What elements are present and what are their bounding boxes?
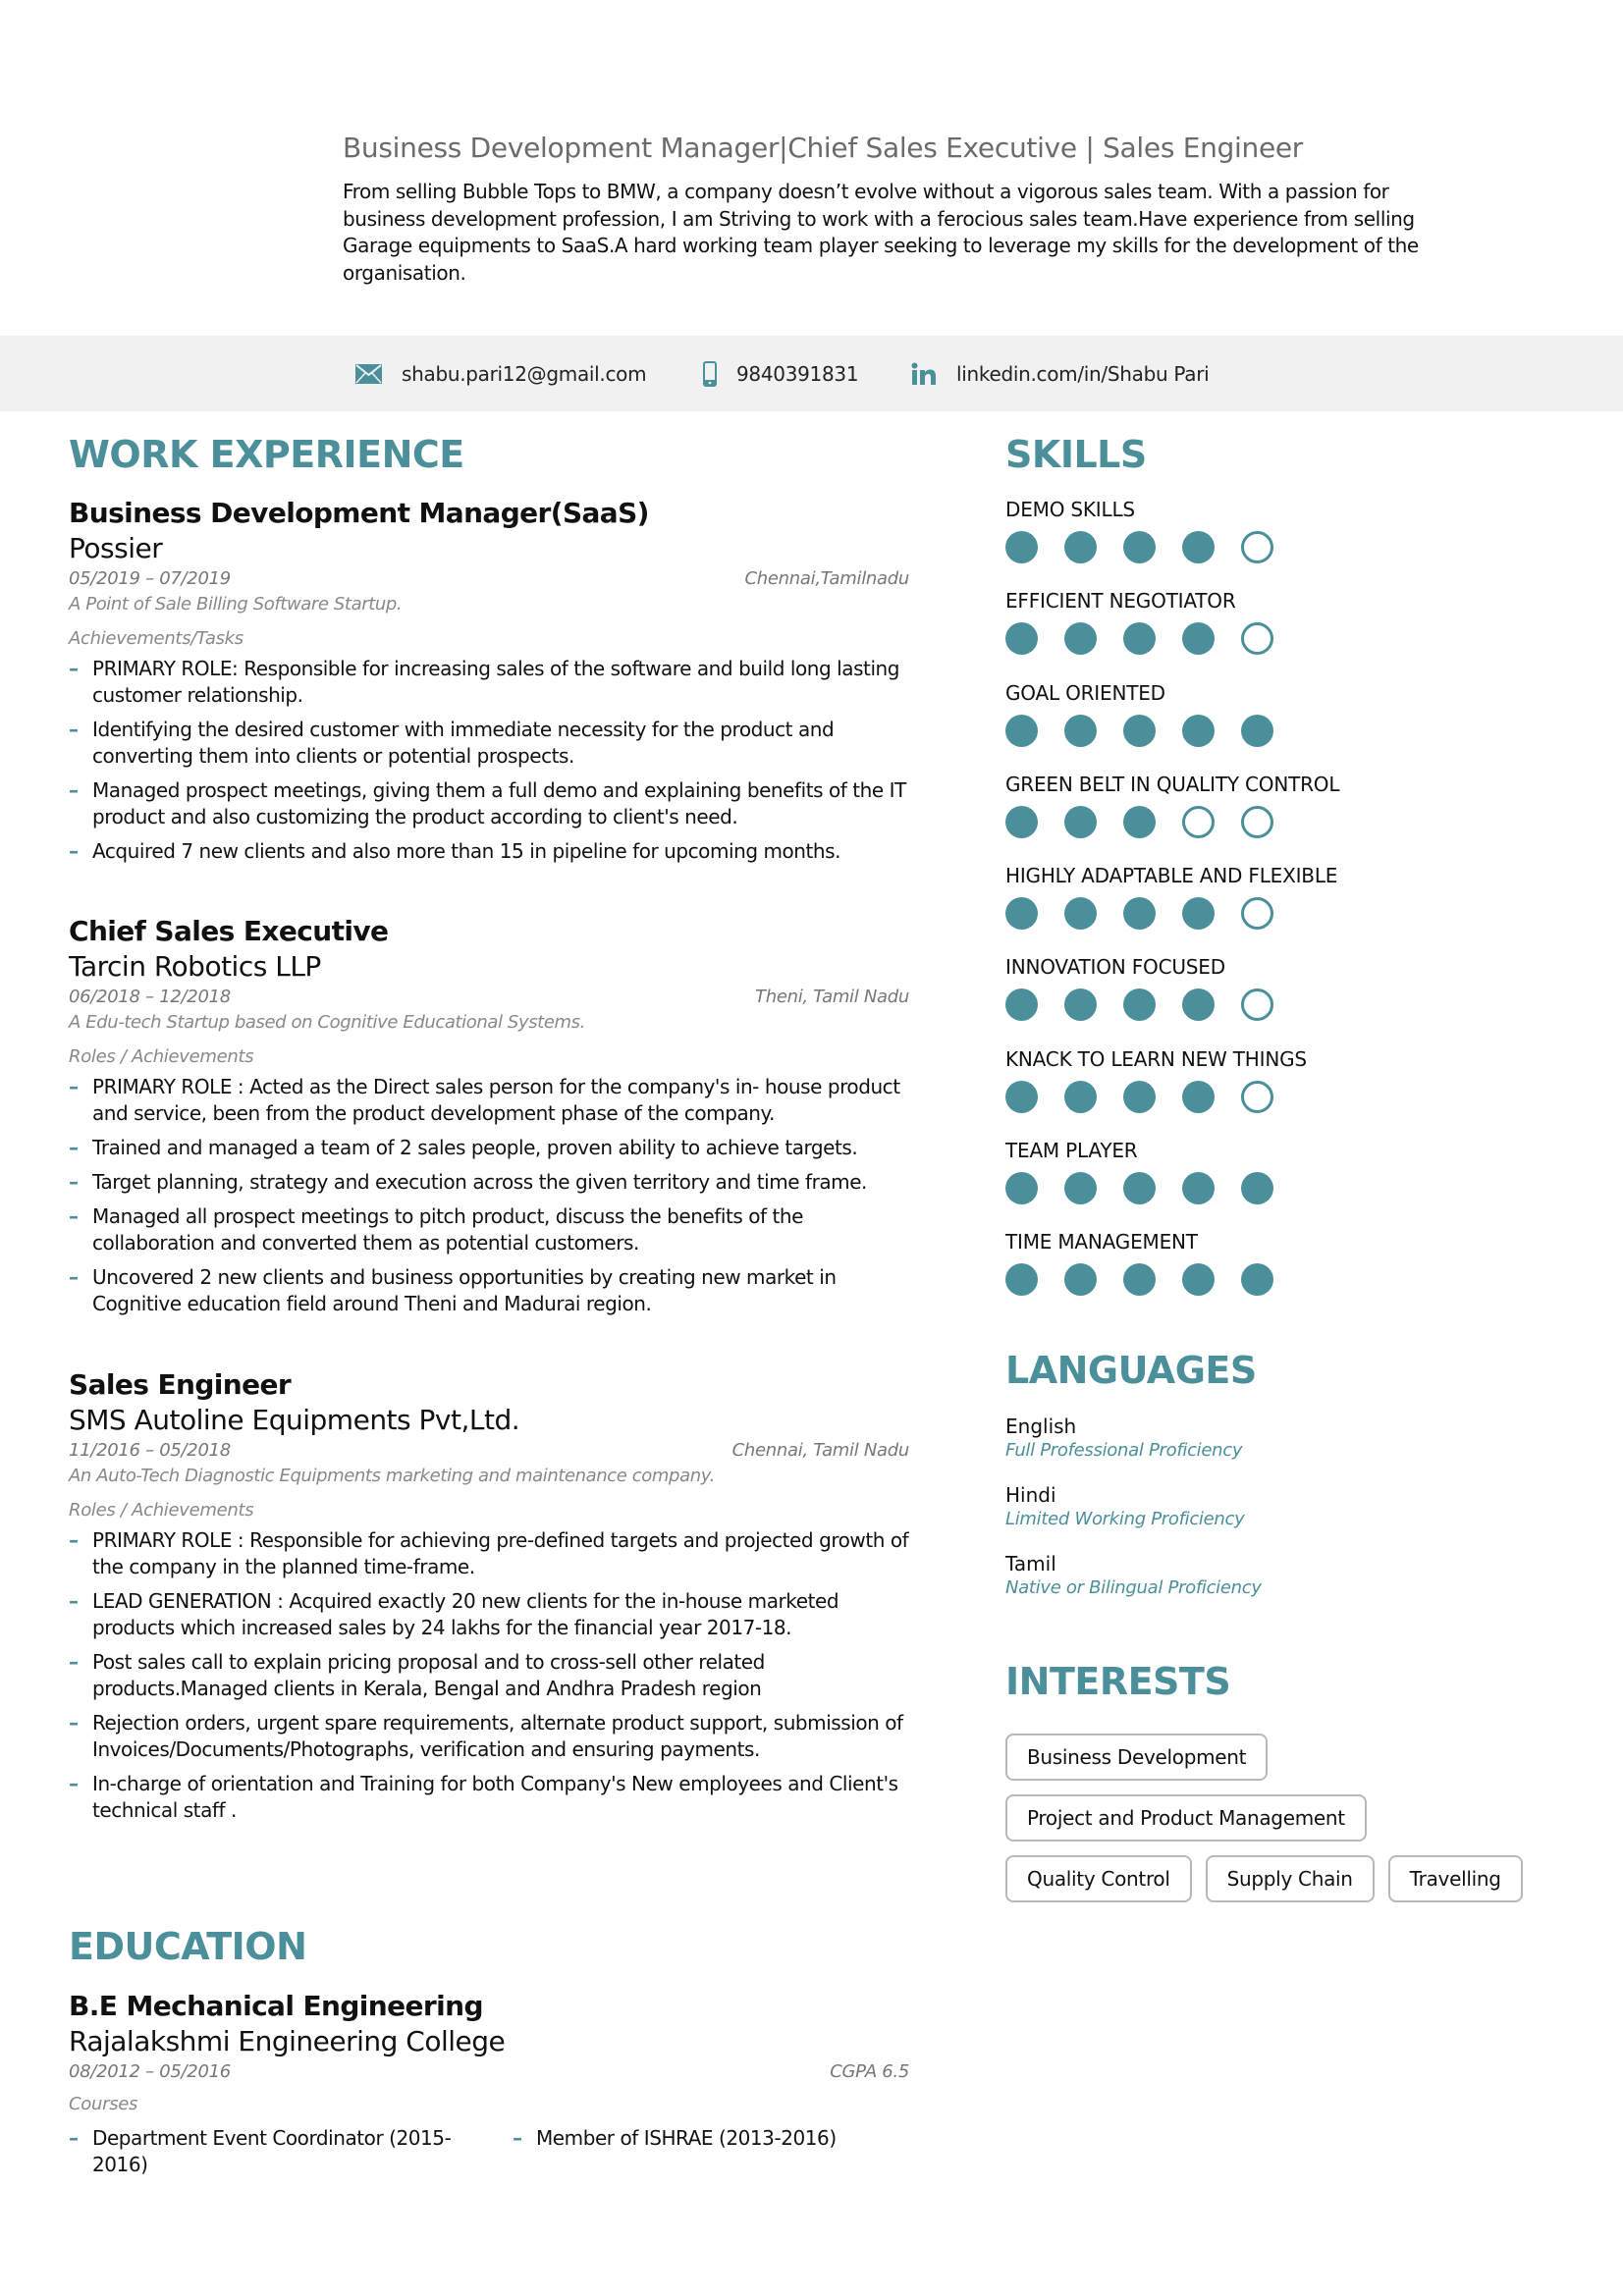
filled-dot-icon (1123, 988, 1156, 1021)
dash-bullet-icon: – (513, 2126, 522, 2150)
email-text: shabu.pari12@gmail.com (402, 361, 647, 386)
dash-bullet-icon: – (69, 1711, 79, 1735)
dash-bullet-icon: – (69, 1528, 79, 1552)
skills-list (1005, 497, 1575, 1321)
job-title: Business Development Manager(SaaS) (69, 497, 649, 529)
language-name: Tamil (1005, 1552, 1056, 1575)
filled-dot-icon (1123, 715, 1156, 747)
list-item (69, 1264, 909, 1317)
job-title: Chief Sales Executive (69, 915, 389, 947)
envelope-icon (355, 364, 382, 384)
course-column (69, 2125, 491, 2186)
filled-dot-icon (1182, 897, 1215, 930)
job-location: Chennai, Tamil Nadu (731, 1440, 909, 1461)
task-list (69, 1074, 909, 1317)
job-dates: 05/2019 – 07/2019 (69, 568, 231, 589)
skill-item (1005, 680, 1575, 772)
job-meta (69, 987, 909, 1011)
list-item (69, 838, 909, 865)
filled-dot-icon (1005, 1172, 1038, 1204)
skill-name: KNACK TO LEARN NEW THINGS (1005, 1046, 1307, 1071)
company-description: A Edu-tech Startup based on Cognitive Educational Systems. (69, 1012, 585, 1033)
filled-dot-icon (1064, 1081, 1097, 1113)
filled-dot-icon (1123, 1263, 1156, 1296)
company-name: Possier (69, 532, 163, 564)
filled-dot-icon (1064, 622, 1097, 655)
skill-item (1005, 863, 1575, 954)
filled-dot-icon (1064, 715, 1097, 747)
filled-dot-icon (1241, 1172, 1273, 1204)
dash-bullet-icon: – (69, 1136, 79, 1159)
filled-dot-icon (1182, 715, 1215, 747)
skill-name: TEAM PLAYER (1005, 1139, 1138, 1163)
interest-chip: Supply Chain (1206, 1855, 1375, 1902)
filled-dot-icon (1182, 622, 1215, 655)
list-item-text: Department Event Coordinator (2015-2016) (92, 2126, 452, 2176)
list-item (69, 717, 909, 770)
filled-dot-icon (1005, 988, 1038, 1021)
job-meta (69, 1440, 909, 1465)
phone-text: 9840391831 (736, 361, 859, 386)
languages-list (1005, 1414, 1575, 1600)
filled-dot-icon (1123, 1172, 1156, 1204)
language-item (1005, 1551, 1575, 1600)
filled-dot-icon (1182, 1263, 1215, 1296)
skill-name: EFFICIENT NEGOTIATOR (1005, 589, 1236, 614)
filled-dot-icon (1241, 1263, 1273, 1296)
contact-linkedin[interactable] (911, 336, 1209, 411)
list-item-text: Trained and managed a team of 2 sales people, proven ability to achieve targets. (92, 1136, 858, 1159)
skill-name: GOAL ORIENTED (1005, 680, 1165, 705)
job-title: Sales Engineer (69, 1368, 292, 1401)
interest-chips (1005, 1734, 1575, 1916)
dash-bullet-icon: – (69, 778, 79, 802)
empty-dot-icon (1241, 897, 1273, 930)
dash-bullet-icon: – (69, 1589, 79, 1613)
list-item (513, 2125, 909, 2152)
filled-dot-icon (1064, 897, 1097, 930)
filled-dot-icon (1123, 1081, 1156, 1113)
filled-dot-icon (1182, 1081, 1215, 1113)
filled-dot-icon (1005, 1263, 1038, 1296)
education-dates: 08/2012 – 05/2016 (69, 2061, 231, 2082)
filled-dot-icon (1182, 531, 1215, 563)
list-item-text: Acquired 7 new clients and also more than 15 in pipeline for upcoming months. (92, 839, 841, 863)
skill-item (1005, 1229, 1575, 1320)
interests-heading: INTERESTS (1005, 1660, 1231, 1703)
job-dates: 11/2016 – 05/2018 (69, 1440, 231, 1461)
contact-phone[interactable] (703, 336, 858, 411)
list-item (69, 1169, 909, 1196)
list-item-text: Managed all prospect meetings to pitch product, discuss the benefits of the collaboration and converted them as potential customers. (92, 1204, 804, 1255)
empty-dot-icon (1241, 622, 1273, 655)
filled-dot-icon (1064, 988, 1097, 1021)
education-meta (69, 2061, 909, 2086)
job-dates: 06/2018 – 12/2018 (69, 987, 231, 1007)
degree: B.E Mechanical Engineering (69, 1990, 483, 2022)
skill-rating (1005, 1263, 1575, 1296)
job-location: Chennai,Tamilnadu (744, 568, 909, 589)
job-entry (69, 914, 909, 1325)
mobile-phone-icon (703, 361, 717, 387)
list-item-text: Managed prospect meetings, giving them a full demo and explaining benefits of the IT product and also customizing the product according to client's need. (92, 778, 906, 828)
company-description: A Point of Sale Billing Software Startup. (69, 594, 403, 614)
courses-label: Courses (69, 2094, 138, 2114)
skill-rating (1005, 622, 1575, 655)
empty-dot-icon (1241, 531, 1273, 563)
job-location: Theni, Tamil Nadu (755, 987, 909, 1007)
tasks-label: Roles / Achievements (69, 1500, 254, 1521)
education-grade: CGPA 6.5 (830, 2061, 909, 2082)
dash-bullet-icon: – (69, 1204, 79, 1228)
list-item (69, 1135, 909, 1161)
list-item (69, 656, 909, 709)
dash-bullet-icon: – (69, 657, 79, 680)
skill-name: INNOVATION FOCUSED (1005, 955, 1225, 980)
list-item (69, 1074, 909, 1127)
task-list (69, 656, 909, 865)
skill-item (1005, 772, 1575, 863)
headline: Business Development Manager|Chief Sales Executive | Sales Engineer (343, 132, 1304, 164)
dash-bullet-icon: – (69, 1075, 79, 1098)
interest-chip: Travelling (1388, 1855, 1523, 1902)
list-item (69, 1527, 909, 1580)
language-item (1005, 1482, 1575, 1531)
list-item (69, 1710, 909, 1763)
interest-chip: Business Development (1005, 1734, 1268, 1781)
contact-email[interactable] (355, 336, 646, 411)
language-proficiency: Native or Bilingual Proficiency (1005, 1577, 1262, 1598)
filled-dot-icon (1005, 1081, 1038, 1113)
list-item (69, 1649, 909, 1702)
language-proficiency: Limited Working Proficiency (1005, 1509, 1245, 1529)
skill-rating (1005, 1172, 1575, 1204)
contact-bar (0, 336, 1623, 411)
dash-bullet-icon: – (69, 1170, 79, 1194)
filled-dot-icon (1005, 897, 1038, 930)
filled-dot-icon (1064, 531, 1097, 563)
list-item-text: Target planning, strategy and execution across the given territory and time frame. (92, 1170, 867, 1194)
summary: From selling Bubble Tops to BMW, a company doesn’t evolve without a vigorous sales team. With a passion for business development profession, I am Striving to work with a ferocious sales team.Have experience from selling Garage equipments to SaaS.A hard working team player seeking to leverage my skills for the development of the organisation. (343, 180, 1419, 285)
education-heading: EDUCATION (69, 1925, 307, 1968)
job-meta (69, 568, 909, 593)
filled-dot-icon (1123, 622, 1156, 655)
company-description: An Auto-Tech Diagnostic Equipments marketing and maintenance company. (69, 1466, 715, 1486)
skill-rating (1005, 988, 1575, 1021)
filled-dot-icon (1005, 806, 1038, 838)
dash-bullet-icon: – (69, 2126, 79, 2150)
filled-dot-icon (1123, 897, 1156, 930)
skill-item (1005, 1138, 1575, 1229)
tasks-label: Roles / Achievements (69, 1046, 254, 1067)
empty-dot-icon (1241, 1081, 1273, 1113)
list-item-text: Uncovered 2 new clients and business opportunities by creating new market in Cognitive education field around Theni and Madurai region. (92, 1265, 837, 1315)
skill-rating (1005, 531, 1575, 563)
empty-dot-icon (1182, 806, 1215, 838)
languages-heading: LANGUAGES (1005, 1349, 1257, 1392)
dash-bullet-icon: – (69, 1650, 79, 1674)
skill-item (1005, 497, 1575, 588)
work-experience-heading: WORK EXPERIENCE (69, 433, 464, 476)
skill-rating (1005, 1081, 1575, 1113)
filled-dot-icon (1182, 988, 1215, 1021)
job-entry (69, 1367, 909, 1832)
skill-rating (1005, 715, 1575, 747)
company-name: Tarcin Robotics LLP (69, 950, 321, 983)
language-name: Hindi (1005, 1483, 1056, 1507)
filled-dot-icon (1064, 1172, 1097, 1204)
list-item-text: LEAD GENERATION : Acquired exactly 20 new clients for the in-house marketed products which increased sales by 24 lakhs for the financial year 2017-18. (92, 1589, 839, 1639)
company-name: SMS Autoline Equipments Pvt,Ltd. (69, 1404, 520, 1436)
language-proficiency: Full Professional Proficiency (1005, 1440, 1243, 1461)
skill-item (1005, 1046, 1575, 1138)
list-item (69, 777, 909, 830)
task-list (69, 1527, 909, 1824)
dash-bullet-icon: – (69, 839, 79, 863)
empty-dot-icon (1241, 988, 1273, 1021)
interest-chip: Project and Product Management (1005, 1794, 1367, 1842)
skill-item (1005, 588, 1575, 679)
skill-item (1005, 954, 1575, 1045)
linkedin-icon (911, 362, 937, 386)
list-item-text: Post sales call to explain pricing proposal and to cross-sell other related products.Managed clients in Kerala, Bengal and Andhra Pradesh region (92, 1650, 765, 1700)
linkedin-text: linkedin.com/in/Shabu Pari (956, 361, 1210, 386)
skill-rating (1005, 806, 1575, 838)
list-item-text: Rejection orders, urgent spare requirements, alternate product support, submission of Invoices/Documents/Photographs, verification and ensuring payments. (92, 1711, 903, 1761)
list-item-text: Identifying the desired customer with immediate necessity for the product and converting them into clients or potential prospects. (92, 718, 835, 768)
filled-dot-icon (1182, 1172, 1215, 1204)
skill-name: HIGHLY ADAPTABLE AND FLEXIBLE (1005, 864, 1338, 888)
list-item (69, 1771, 909, 1824)
job-entry (69, 496, 909, 873)
filled-dot-icon (1123, 531, 1156, 563)
list-item (69, 1588, 909, 1641)
school-name: Rajalakshmi Engineering College (69, 2025, 506, 2057)
tasks-label: Achievements/Tasks (69, 628, 243, 649)
filled-dot-icon (1005, 622, 1038, 655)
education-entry (69, 1989, 909, 2186)
filled-dot-icon (1005, 715, 1038, 747)
language-name: English (1005, 1415, 1077, 1438)
interest-chip: Quality Control (1005, 1855, 1192, 1902)
skill-name: DEMO SKILLS (1005, 498, 1135, 521)
course-column (513, 2125, 909, 2186)
language-item (1005, 1414, 1575, 1463)
skills-heading: SKILLS (1005, 433, 1147, 476)
list-item-text: In-charge of orientation and Training for both Company's New employees and Client's technical staff . (92, 1772, 898, 1822)
skill-rating (1005, 897, 1575, 930)
list-item (69, 1203, 909, 1256)
dash-bullet-icon: – (69, 1772, 79, 1795)
skill-name: TIME MANAGEMENT (1005, 1230, 1198, 1255)
list-item (69, 2125, 491, 2178)
filled-dot-icon (1064, 1263, 1097, 1296)
filled-dot-icon (1241, 715, 1273, 747)
skill-name: GREEN BELT IN QUALITY CONTROL (1005, 772, 1340, 796)
list-item-text: PRIMARY ROLE : Acted as the Direct sales person for the company's in- house product and service, been from the product development phase of the company. (92, 1075, 900, 1125)
filled-dot-icon (1123, 806, 1156, 838)
list-item-text: PRIMARY ROLE : Responsible for achieving pre-defined targets and projected growth of the company in the planned time-frame. (92, 1528, 909, 1578)
empty-dot-icon (1241, 806, 1273, 838)
course-list (69, 2121, 909, 2186)
filled-dot-icon (1064, 806, 1097, 838)
list-item-text: PRIMARY ROLE: Responsible for increasing sales of the software and build long lasting customer relationship. (92, 657, 900, 707)
dash-bullet-icon: – (69, 718, 79, 741)
filled-dot-icon (1005, 531, 1038, 563)
list-item-text: Member of ISHRAE (2013-2016) (536, 2126, 837, 2150)
dash-bullet-icon: – (69, 1265, 79, 1289)
